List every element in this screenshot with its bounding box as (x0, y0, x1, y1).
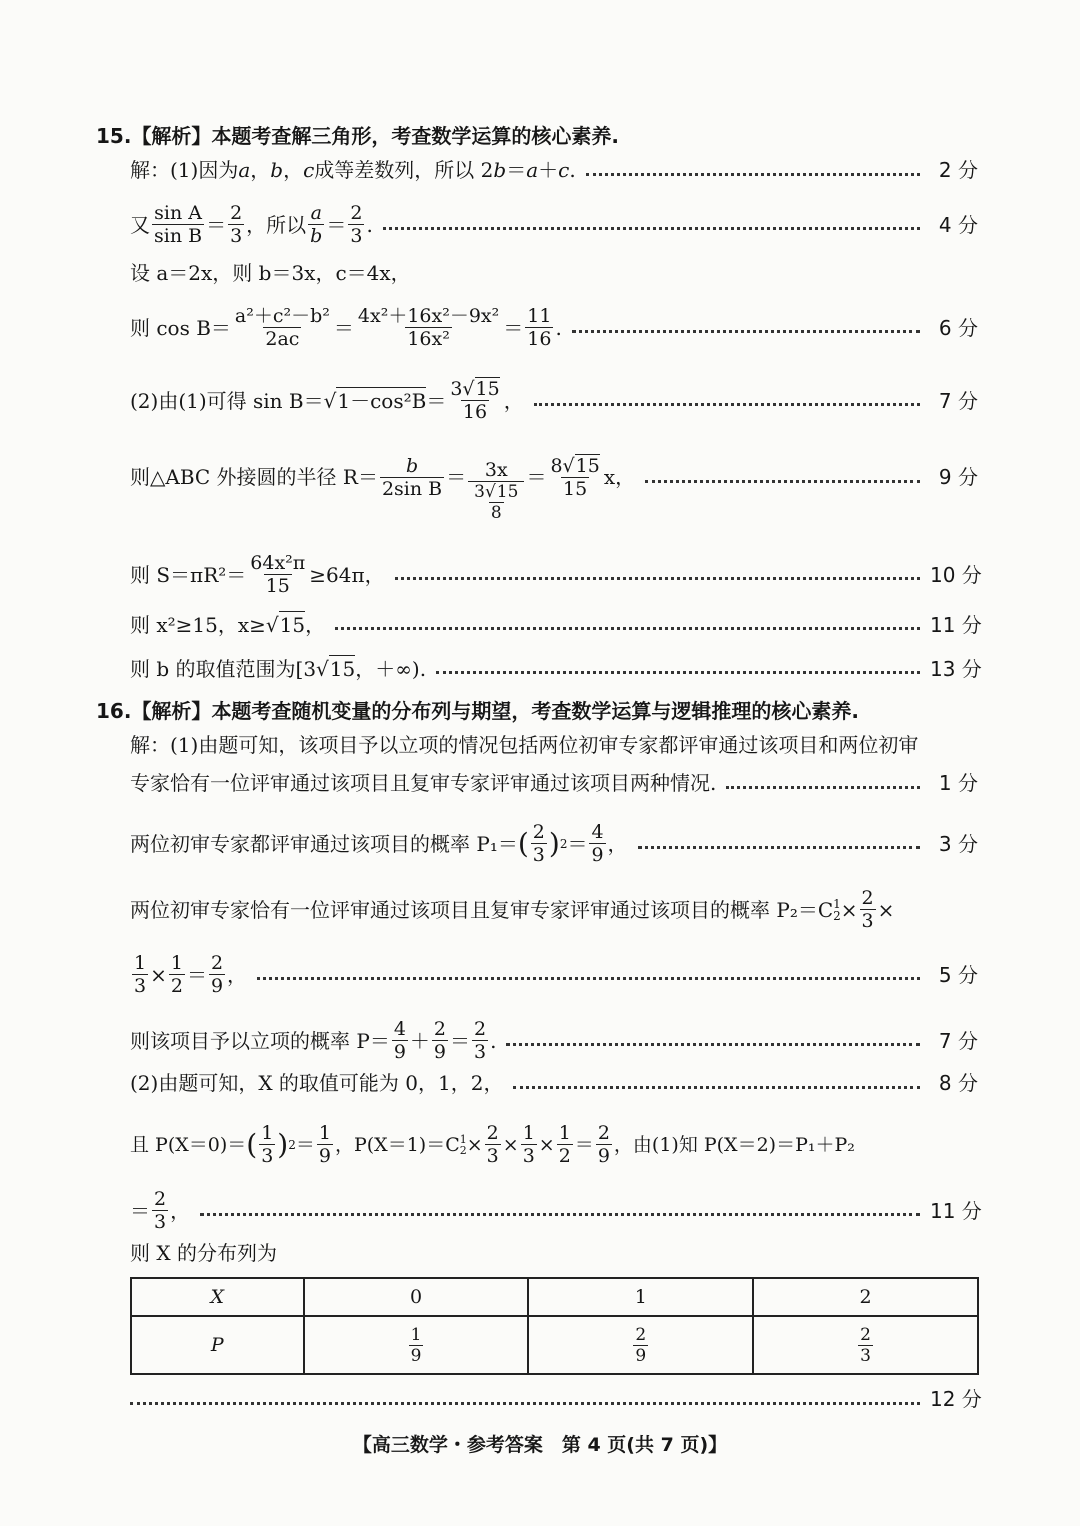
table-cell: 2 (753, 1278, 978, 1316)
q16-step-9: ＝ $\frac{2}{3}$ ， 11 分 (130, 1188, 982, 1233)
fraction: $\frac{1}{9}$ (318, 1122, 331, 1167)
q16-step-5: $\frac{1}{3}$ × $\frac{1}{2}$ ＝ $\frac{2}{9}$ ， 5 分 (134, 952, 978, 997)
score: 5 分 (938, 962, 978, 987)
table-row (131, 1316, 978, 1374)
leader-dots (257, 977, 920, 980)
fraction: $\frac{b}{\text{2sin B}}$ (381, 454, 443, 500)
fraction: $\frac{4}{9}$ (591, 821, 604, 866)
q15-step-9: 则 b 的取值范围为[3 √ 15 ，＋∞). 13 分 (130, 656, 982, 681)
score: 7 分 (938, 1028, 978, 1053)
leader-dots (726, 786, 920, 789)
leader-dots (586, 173, 920, 176)
fraction: $\frac{1}{2}$ (170, 952, 183, 997)
leader-dots (383, 227, 920, 230)
q16-step-10: 则 X 的分布列为 (130, 1241, 277, 1265)
q15-step-6: 则△ABC 外接圆的半径 R＝ $\frac{b}{\text{2sin B}}$ ＝ $\frac{3x}{\frac{3√15}{8}}$ ＝ $\frac{8√15}{15}$ x， 9 分 (130, 454, 978, 523)
fraction: $\frac{a}{b}$ (310, 202, 323, 247)
q16-step-8: 且 P(X＝0)＝ ( $\frac{1}{3}$ ) 2 ＝ $\frac{1}{9}$ ，P(X＝1)＝C 1 2 × $\frac{2}{3}$ × $\frac{1}{3}$ × $\frac{1}{2}$ ＝ $\frac{2}{9}$ ，由(1)知 P(X＝2)＝P₁＋P₂ (130, 1122, 855, 1167)
analysis-tag: 【解析】 (131, 699, 212, 723)
q15-step-7: 则 S＝πR²＝ $\frac{\text{64x²π}}{15}$ ≥64π， 10 分 (130, 552, 982, 597)
leader-dots (534, 403, 920, 406)
q16-step-1: 解：(1)由题可知，该项目予以立项的情况包括两位初审专家都评审通过该项目和两位初审 (130, 733, 919, 757)
question-number: 16. (96, 699, 132, 723)
fraction: $\frac{2}{3}$ (861, 887, 874, 932)
score: 7 分 (938, 388, 978, 413)
leader-dots (436, 671, 920, 674)
score: 4 分 (938, 212, 978, 237)
fraction: $\frac{2}{9}$ (597, 1122, 610, 1167)
analysis-tag: 【解析】 (131, 124, 212, 148)
table-cell: 1 (528, 1278, 753, 1316)
fraction: $\frac{1}{2}$ (558, 1122, 571, 1167)
q16-final-score-line (130, 1386, 982, 1412)
q16-step-6: 则该项目予以立项的概率 P＝ $\frac{4}{9}$ ＋ $\frac{2}{9}$ ＝ $\frac{2}{3}$ . 7 分 (130, 1018, 978, 1063)
leader-dots (513, 1086, 920, 1089)
q15-step-3: 设 a＝2x，则 b＝3x，c＝4x， (130, 261, 411, 285)
q15-step-1: 解：(1)因为 a ， b ， c 成等差数列，所以 2 b ＝ a ＋ c . 2 分 (130, 158, 978, 182)
fraction: $\frac{2}{3}$ (154, 1188, 167, 1233)
fraction: $\frac{1}{3}$ (261, 1122, 274, 1167)
table-header-row (131, 1278, 978, 1316)
question-intro: 本题考查解三角形，考查数学运算的核心素养. (211, 124, 620, 148)
fraction: $\frac{3√15}{16}$ (450, 378, 500, 423)
fraction: $\frac{\text{4x²＋16x²－9x²}}{\text{16x²}}$ (357, 305, 500, 350)
q15-step-8: 则 x²≥15，x≥ √ 15 ， 11 分 (130, 612, 982, 637)
score: 11 分 (930, 612, 982, 637)
score: 8 分 (938, 1071, 978, 1095)
question-number: 15. (96, 124, 132, 148)
leader-dots (506, 1043, 920, 1046)
fraction: $\frac{2}{9}$ (210, 952, 224, 997)
fraction: $\frac{\text{a²＋c²－b²}}{2ac}$ (234, 305, 330, 350)
complex-fraction: $\frac{3x}{\frac{3√15}{8}}$ (468, 459, 524, 523)
q15-step-4: 则 cos B＝ $\frac{\text{a²＋c²－b²}}{2ac}$ ＝ $\frac{\text{4x²＋16x²－9x²}}{\text{16x²}}$ ＝ $\frac{11}{16}$ . 6 分 (130, 305, 978, 350)
fraction: $\frac{2}{3}$ (230, 202, 243, 247)
score: 12 分 (930, 1387, 982, 1411)
page-footer: 【高三数学・参考答案 第 4 页(共 7 页)】 (352, 1434, 728, 1456)
leader-dots (130, 1402, 920, 1405)
score: 6 分 (938, 315, 978, 340)
table-cell: $\frac{2}{9}$ (528, 1316, 753, 1374)
fraction: $\frac{11}{16}$ (527, 305, 552, 350)
leader-dots (395, 577, 920, 580)
score: 13 分 (930, 656, 982, 681)
table-cell: $\frac{1}{9}$ (304, 1316, 529, 1374)
question-intro: 本题考查随机变量的分布列与期望，考查数学运算与逻辑推理的核心素养. (211, 699, 860, 723)
q16-step-7: (2)由题可知，X 的取值可能为 0，1，2， 8 分 (130, 1071, 978, 1095)
table-cell: 0 (304, 1278, 529, 1316)
fraction: $\frac{2}{3}$ (486, 1122, 499, 1167)
q16-step-4: 两位初审专家恰有一位评审通过该项目且复审专家评审通过该项目的概率 P₂＝C 1 2 × $\frac{2}{3}$ × (130, 887, 895, 932)
q16-heading (96, 695, 859, 724)
fraction: $\frac{8√15}{15}$ (550, 454, 600, 500)
fraction: $\frac{2}{3}$ (532, 821, 545, 866)
q15-step-2: 又 $\frac{\text{sin A}}{\text{sin B}}$ ＝ $\frac{2}{3}$ ，所以 $\frac{a}{b}$ ＝ $\frac{2}{3}$ . 4 分 (130, 202, 978, 247)
distribution-table (130, 1277, 979, 1375)
score: 11 分 (930, 1198, 982, 1223)
fraction: $\frac{\text{sin A}}{\text{sin B}}$ (154, 202, 203, 247)
leader-dots (335, 627, 920, 630)
q15-step-5: (2)由(1)可得 sin B＝ √ 1－cos²B ＝ $\frac{3√15}{16}$ ， 7 分 (130, 378, 978, 423)
fraction: $\frac{\text{64x²π}}{15}$ (250, 552, 306, 597)
fraction: $\frac{2}{3}$ (350, 202, 363, 247)
fraction: $\frac{1}{3}$ (522, 1122, 535, 1167)
leader-dots (572, 330, 920, 333)
table-cell: $\frac{2}{3}$ (753, 1316, 978, 1374)
fraction: $\frac{2}{3}$ (474, 1018, 487, 1063)
fraction: $\frac{1}{3}$ (134, 952, 147, 997)
fraction: $\frac{2}{9}$ (433, 1018, 447, 1063)
table-cell: X (131, 1278, 304, 1316)
q16-step-3: 两位初审专家都评审通过该项目的概率 P₁＝ ( $\frac{2}{3}$ ) 2 ＝ $\frac{4}{9}$ ， 3 分 (130, 821, 978, 866)
score: 3 分 (938, 831, 978, 856)
q16-step-2: 专家恰有一位评审通过该项目且复审专家评审通过该项目两种情况. 1 分 (130, 771, 978, 795)
score: 9 分 (938, 465, 978, 489)
q15-heading (96, 120, 619, 149)
table-cell: P (131, 1316, 304, 1374)
leader-dots (200, 1213, 920, 1216)
leader-dots (645, 480, 920, 483)
leader-dots (638, 846, 920, 849)
score: 1 分 (938, 771, 978, 795)
score: 10 分 (930, 562, 982, 587)
fraction: $\frac{4}{9}$ (393, 1018, 406, 1063)
score: 2 分 (938, 158, 978, 182)
